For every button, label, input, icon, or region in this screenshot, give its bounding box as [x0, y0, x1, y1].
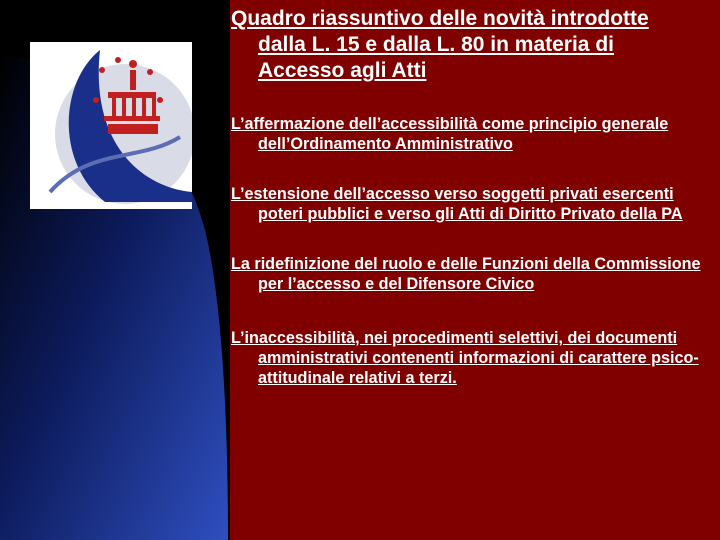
slide-title: Quadro riassuntivo delle novità introdotte dalla L. 15 e dalla L. 80 in materia di Accesso agli Atti: [231, 7, 649, 82]
logo: [30, 42, 192, 209]
bullet-item: L’inaccessibilità, nei procedimenti selettivi, dei documenti amministrativi contenenti informazioni di carattere psico-attitudinale relativi a terzi.: [231, 329, 699, 387]
bullet-item: L’estensione dell’accesso verso soggetti privati esercenti poteri pubblici e verso gli Atti di Diritto Privato della PA: [231, 185, 683, 223]
bullet-item: L’affermazione dell’accessibilità come principio generale dell’Ordinamento Amministrativo: [231, 115, 669, 153]
bullet-item: La ridefinizione del ruolo e delle Funzioni della Commissione per l’accesso e del Difensore Civico: [231, 255, 701, 293]
capitol-building-logo-icon: [30, 42, 192, 209]
slide-content: [231, 6, 701, 388]
